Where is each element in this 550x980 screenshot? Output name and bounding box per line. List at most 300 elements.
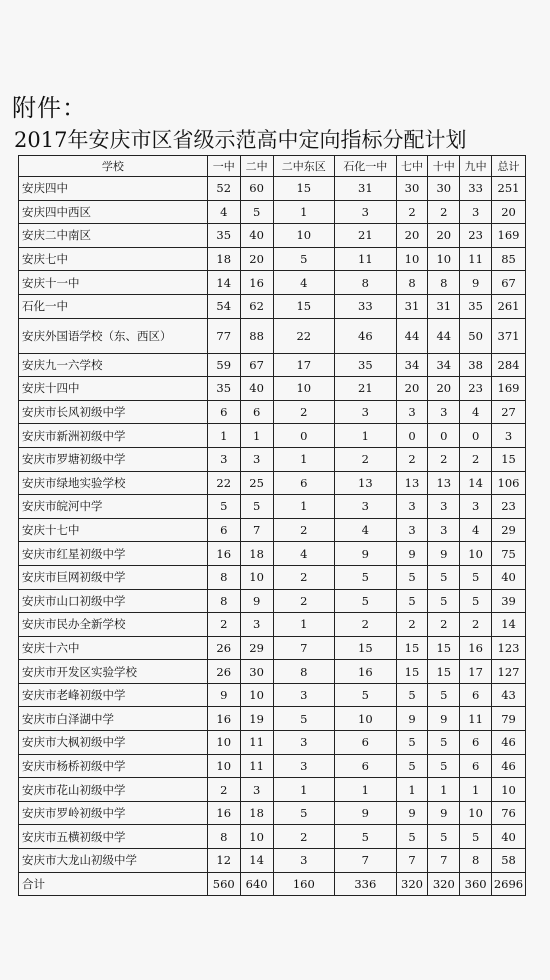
quota-cell: 13 [335, 471, 397, 495]
school-name-cell: 安庆十一中 [19, 271, 208, 295]
quota-cell: 21 [335, 377, 397, 401]
table-row [19, 495, 526, 519]
quota-cell: 3 [335, 400, 397, 424]
quota-cell: 18 [207, 247, 240, 271]
quota-cell: 3 [460, 200, 492, 224]
quota-cell: 16 [207, 707, 240, 731]
quota-cell: 3 [273, 754, 335, 778]
quota-cell: 14 [207, 271, 240, 295]
quota-cell: 3 [240, 447, 273, 471]
quota-cell: 67 [492, 271, 526, 295]
quota-cell: 5 [396, 683, 428, 707]
quota-cell: 38 [460, 353, 492, 377]
quota-cell: 16 [207, 542, 240, 566]
allocation-table [18, 155, 526, 896]
quota-cell: 11 [460, 707, 492, 731]
quota-cell: 0 [428, 424, 460, 448]
quota-cell: 7 [335, 849, 397, 873]
quota-cell: 5 [240, 495, 273, 519]
school-name-cell: 安庆市罗岭初级中学 [19, 801, 208, 825]
quota-cell: 8 [273, 660, 335, 684]
quota-cell: 1 [460, 778, 492, 802]
quota-cell: 54 [207, 294, 240, 318]
quota-cell: 13 [428, 471, 460, 495]
quota-cell: 5 [396, 731, 428, 755]
quota-cell: 14 [460, 471, 492, 495]
school-name-cell: 安庆九一六学校 [19, 353, 208, 377]
school-name-cell: 安庆十六中 [19, 636, 208, 660]
quota-cell: 320 [428, 872, 460, 896]
quota-cell: 9 [428, 707, 460, 731]
table-row [19, 177, 526, 201]
table-row [19, 825, 526, 849]
quota-cell: 15 [492, 447, 526, 471]
quota-cell: 6 [460, 683, 492, 707]
school-name-cell: 安庆市长风初级中学 [19, 400, 208, 424]
quota-cell: 44 [396, 318, 428, 353]
quota-cell: 11 [335, 247, 397, 271]
quota-cell: 9 [240, 589, 273, 613]
quota-cell: 79 [492, 707, 526, 731]
quota-cell: 33 [335, 294, 397, 318]
quota-cell: 20 [428, 377, 460, 401]
quota-cell: 1 [273, 778, 335, 802]
quota-cell: 0 [396, 424, 428, 448]
school-name-cell: 安庆四中 [19, 177, 208, 201]
quota-cell: 26 [207, 660, 240, 684]
quota-cell: 10 [273, 377, 335, 401]
quota-cell: 560 [207, 872, 240, 896]
quota-cell: 9 [428, 801, 460, 825]
table-row [19, 318, 526, 353]
quota-cell: 2 [273, 825, 335, 849]
quota-cell: 17 [460, 660, 492, 684]
quota-cell: 5 [335, 565, 397, 589]
school-name-cell: 安庆市民办全新学校 [19, 613, 208, 637]
column-header: 七中 [396, 156, 428, 177]
table-row [19, 353, 526, 377]
quota-cell: 18 [240, 542, 273, 566]
quota-cell: 2 [273, 589, 335, 613]
quota-cell: 10 [207, 731, 240, 755]
quota-cell: 5 [428, 589, 460, 613]
quota-cell: 35 [207, 224, 240, 248]
table-row [19, 731, 526, 755]
quota-cell: 3 [428, 400, 460, 424]
quota-cell: 43 [492, 683, 526, 707]
quota-cell: 17 [273, 353, 335, 377]
quota-cell: 18 [240, 801, 273, 825]
quota-cell: 9 [335, 801, 397, 825]
quota-cell: 8 [207, 825, 240, 849]
quota-cell: 1 [240, 424, 273, 448]
table-row [19, 613, 526, 637]
quota-cell: 5 [240, 200, 273, 224]
quota-cell: 320 [396, 872, 428, 896]
quota-cell: 12 [207, 849, 240, 873]
quota-cell: 34 [428, 353, 460, 377]
school-name-cell: 安庆十七中 [19, 518, 208, 542]
quota-cell: 3 [207, 447, 240, 471]
quota-cell: 5 [396, 825, 428, 849]
table-row [19, 660, 526, 684]
quota-cell: 2 [396, 613, 428, 637]
quota-cell: 123 [492, 636, 526, 660]
quota-cell: 5 [335, 825, 397, 849]
quota-cell: 7 [273, 636, 335, 660]
quota-cell: 31 [335, 177, 397, 201]
table-row [19, 636, 526, 660]
school-name-cell: 石化一中 [19, 294, 208, 318]
column-header: 总计 [492, 156, 526, 177]
table-row [19, 707, 526, 731]
quota-cell: 5 [460, 825, 492, 849]
table-row [19, 849, 526, 873]
quota-cell: 27 [492, 400, 526, 424]
quota-cell: 7 [240, 518, 273, 542]
quota-cell: 75 [492, 542, 526, 566]
quota-cell: 22 [273, 318, 335, 353]
quota-cell: 15 [273, 177, 335, 201]
quota-cell: 10 [396, 247, 428, 271]
table-row [19, 377, 526, 401]
quota-cell: 14 [492, 613, 526, 637]
quota-cell: 16 [335, 660, 397, 684]
quota-cell: 35 [335, 353, 397, 377]
quota-cell: 5 [460, 589, 492, 613]
quota-cell: 8 [207, 565, 240, 589]
quota-cell: 20 [396, 224, 428, 248]
quota-cell: 10 [492, 778, 526, 802]
quota-cell: 3 [335, 200, 397, 224]
quota-cell: 5 [396, 589, 428, 613]
quota-cell: 29 [492, 518, 526, 542]
quota-cell: 3 [396, 518, 428, 542]
quota-cell: 40 [240, 224, 273, 248]
quota-cell: 9 [396, 801, 428, 825]
school-name-cell: 安庆市绿地实验学校 [19, 471, 208, 495]
quota-cell: 10 [240, 825, 273, 849]
quota-cell: 9 [460, 271, 492, 295]
table-row [19, 400, 526, 424]
quota-cell: 2 [273, 518, 335, 542]
quota-cell: 4 [460, 518, 492, 542]
quota-cell: 5 [428, 683, 460, 707]
school-name-cell: 安庆市开发区实验学校 [19, 660, 208, 684]
quota-cell: 8 [460, 849, 492, 873]
quota-cell: 5 [428, 825, 460, 849]
quota-cell: 1 [396, 778, 428, 802]
quota-cell: 1 [273, 613, 335, 637]
quota-cell: 3 [492, 424, 526, 448]
column-header: 十中 [428, 156, 460, 177]
quota-cell: 5 [460, 565, 492, 589]
quota-cell: 76 [492, 801, 526, 825]
table-header-row [19, 156, 526, 177]
quota-cell: 3 [428, 518, 460, 542]
quota-cell: 6 [207, 400, 240, 424]
quota-cell: 5 [396, 565, 428, 589]
quota-cell: 7 [396, 849, 428, 873]
quota-cell: 13 [396, 471, 428, 495]
quota-cell: 3 [273, 683, 335, 707]
school-name-cell: 安庆市白泽湖中学 [19, 707, 208, 731]
school-name-cell: 安庆市红星初级中学 [19, 542, 208, 566]
quota-cell: 20 [396, 377, 428, 401]
quota-cell: 6 [240, 400, 273, 424]
quota-cell: 2696 [492, 872, 526, 896]
quota-cell: 3 [335, 495, 397, 519]
quota-cell: 2 [207, 778, 240, 802]
quota-cell: 2 [273, 565, 335, 589]
quota-cell: 9 [335, 542, 397, 566]
quota-cell: 21 [335, 224, 397, 248]
quota-cell: 169 [492, 224, 526, 248]
school-name-cell: 安庆市巨网初级中学 [19, 565, 208, 589]
quota-cell: 4 [273, 271, 335, 295]
quota-cell: 14 [240, 849, 273, 873]
column-header: 二中 [240, 156, 273, 177]
quota-cell: 11 [240, 754, 273, 778]
quota-cell: 8 [207, 589, 240, 613]
quota-cell: 3 [396, 400, 428, 424]
quota-cell: 85 [492, 247, 526, 271]
quota-cell: 20 [428, 224, 460, 248]
quota-cell: 59 [207, 353, 240, 377]
quota-cell: 6 [460, 754, 492, 778]
quota-cell: 15 [396, 660, 428, 684]
quota-cell: 20 [240, 247, 273, 271]
quota-cell: 5 [273, 801, 335, 825]
school-name-cell: 安庆十四中 [19, 377, 208, 401]
quota-cell: 67 [240, 353, 273, 377]
quota-cell: 106 [492, 471, 526, 495]
table-row [19, 754, 526, 778]
table-row [19, 801, 526, 825]
quota-cell: 9 [396, 542, 428, 566]
quota-cell: 15 [396, 636, 428, 660]
attachment-label: 附件： [12, 94, 87, 122]
quota-cell: 8 [396, 271, 428, 295]
quota-cell: 0 [460, 424, 492, 448]
quota-cell: 20 [492, 200, 526, 224]
quota-cell: 5 [273, 247, 335, 271]
quota-cell: 62 [240, 294, 273, 318]
quota-cell: 8 [335, 271, 397, 295]
quota-cell: 46 [335, 318, 397, 353]
document-title: 2017年安庆市区省级示范高中定向指标分配计划 [14, 128, 467, 152]
quota-cell: 2 [335, 613, 397, 637]
quota-cell: 16 [240, 271, 273, 295]
school-name-cell: 安庆二中南区 [19, 224, 208, 248]
school-name-cell: 合计 [19, 872, 208, 896]
quota-cell: 10 [428, 247, 460, 271]
quota-cell: 2 [428, 447, 460, 471]
quota-cell: 6 [335, 754, 397, 778]
quota-cell: 10 [240, 683, 273, 707]
quota-cell: 16 [207, 801, 240, 825]
table-row [19, 589, 526, 613]
quota-cell: 1 [273, 447, 335, 471]
quota-cell: 10 [460, 801, 492, 825]
quota-cell: 3 [273, 731, 335, 755]
quota-cell: 23 [460, 377, 492, 401]
school-name-cell: 安庆市大枫初级中学 [19, 731, 208, 755]
quota-cell: 360 [460, 872, 492, 896]
quota-cell: 40 [492, 565, 526, 589]
quota-cell: 0 [273, 424, 335, 448]
quota-cell: 5 [335, 683, 397, 707]
quota-cell: 11 [240, 731, 273, 755]
quota-cell: 371 [492, 318, 526, 353]
quota-cell: 46 [492, 754, 526, 778]
school-name-cell: 安庆外国语学校（东、西区） [19, 318, 208, 353]
quota-cell: 2 [335, 447, 397, 471]
quota-cell: 6 [207, 518, 240, 542]
table-row [19, 683, 526, 707]
school-name-cell: 安庆市皖河中学 [19, 495, 208, 519]
quota-cell: 3 [460, 495, 492, 519]
table-row [19, 247, 526, 271]
school-name-cell: 安庆市罗塘初级中学 [19, 447, 208, 471]
quota-cell: 3 [273, 849, 335, 873]
quota-cell: 15 [335, 636, 397, 660]
quota-cell: 1 [335, 424, 397, 448]
table-row [19, 565, 526, 589]
quota-cell: 16 [460, 636, 492, 660]
column-header: 石化一中 [335, 156, 397, 177]
school-name-cell: 安庆市山口初级中学 [19, 589, 208, 613]
quota-cell: 23 [492, 495, 526, 519]
quota-cell: 1 [335, 778, 397, 802]
quota-cell: 10 [335, 707, 397, 731]
quota-cell: 9 [396, 707, 428, 731]
table-row [19, 518, 526, 542]
school-name-cell: 安庆七中 [19, 247, 208, 271]
quota-cell: 26 [207, 636, 240, 660]
quota-cell: 15 [428, 636, 460, 660]
quota-cell: 5 [396, 754, 428, 778]
table-row [19, 200, 526, 224]
table-row [19, 447, 526, 471]
quota-cell: 9 [428, 542, 460, 566]
column-header: 学校 [19, 156, 208, 177]
quota-cell: 58 [492, 849, 526, 873]
quota-cell: 5 [335, 589, 397, 613]
quota-cell: 35 [207, 377, 240, 401]
quota-cell: 8 [428, 271, 460, 295]
quota-cell: 2 [428, 200, 460, 224]
quota-cell: 2 [273, 400, 335, 424]
table-body [19, 177, 526, 896]
quota-cell: 2 [396, 200, 428, 224]
column-header: 二中东区 [273, 156, 335, 177]
table-row [19, 778, 526, 802]
quota-cell: 6 [273, 471, 335, 495]
quota-cell: 5 [428, 565, 460, 589]
quota-cell: 1 [273, 495, 335, 519]
quota-cell: 3 [240, 778, 273, 802]
quota-cell: 4 [460, 400, 492, 424]
quota-cell: 160 [273, 872, 335, 896]
quota-cell: 10 [240, 565, 273, 589]
quota-cell: 4 [207, 200, 240, 224]
quota-cell: 23 [460, 224, 492, 248]
quota-cell: 284 [492, 353, 526, 377]
total-row [19, 872, 526, 896]
table-row [19, 471, 526, 495]
quota-cell: 33 [460, 177, 492, 201]
school-name-cell: 安庆市新洲初级中学 [19, 424, 208, 448]
school-name-cell: 安庆市花山初级中学 [19, 778, 208, 802]
quota-cell: 40 [492, 825, 526, 849]
table-row [19, 224, 526, 248]
table-row [19, 424, 526, 448]
school-name-cell: 安庆市老峰初级中学 [19, 683, 208, 707]
quota-cell: 1 [273, 200, 335, 224]
quota-cell: 6 [460, 731, 492, 755]
quota-cell: 30 [240, 660, 273, 684]
quota-cell: 15 [273, 294, 335, 318]
quota-cell: 25 [240, 471, 273, 495]
quota-cell: 2 [460, 447, 492, 471]
quota-cell: 1 [207, 424, 240, 448]
quota-cell: 2 [396, 447, 428, 471]
quota-cell: 251 [492, 177, 526, 201]
quota-cell: 52 [207, 177, 240, 201]
quota-cell: 2 [460, 613, 492, 637]
quota-cell: 6 [335, 731, 397, 755]
quota-cell: 44 [428, 318, 460, 353]
quota-cell: 60 [240, 177, 273, 201]
quota-cell: 4 [335, 518, 397, 542]
quota-cell: 10 [460, 542, 492, 566]
quota-cell: 2 [207, 613, 240, 637]
quota-cell: 35 [460, 294, 492, 318]
quota-cell: 3 [428, 495, 460, 519]
quota-cell: 169 [492, 377, 526, 401]
quota-cell: 640 [240, 872, 273, 896]
column-header: 一中 [207, 156, 240, 177]
quota-cell: 22 [207, 471, 240, 495]
column-header: 九中 [460, 156, 492, 177]
table-row [19, 271, 526, 295]
quota-cell: 88 [240, 318, 273, 353]
quota-cell: 2 [428, 613, 460, 637]
quota-cell: 11 [460, 247, 492, 271]
quota-cell: 46 [492, 731, 526, 755]
quota-cell: 10 [207, 754, 240, 778]
quota-cell: 5 [273, 707, 335, 731]
school-name-cell: 安庆市杨桥初级中学 [19, 754, 208, 778]
quota-cell: 4 [273, 542, 335, 566]
table-row [19, 294, 526, 318]
quota-cell: 34 [396, 353, 428, 377]
quota-cell: 40 [240, 377, 273, 401]
quota-cell: 3 [240, 613, 273, 637]
quota-cell: 30 [428, 177, 460, 201]
quota-cell: 7 [428, 849, 460, 873]
quota-cell: 50 [460, 318, 492, 353]
quota-cell: 5 [207, 495, 240, 519]
quota-cell: 31 [396, 294, 428, 318]
quota-cell: 39 [492, 589, 526, 613]
quota-cell: 31 [428, 294, 460, 318]
quota-cell: 19 [240, 707, 273, 731]
quota-cell: 5 [428, 754, 460, 778]
quota-cell: 3 [396, 495, 428, 519]
quota-cell: 10 [273, 224, 335, 248]
